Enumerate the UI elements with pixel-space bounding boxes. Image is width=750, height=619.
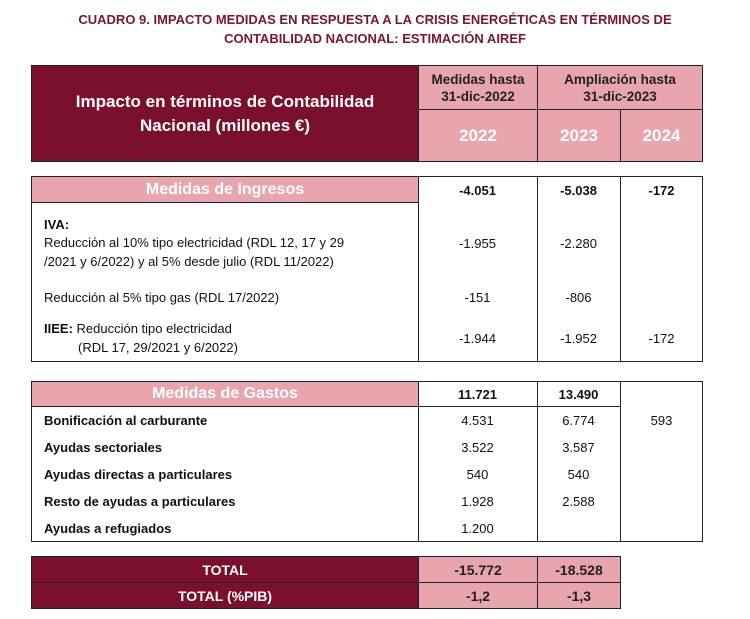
iiee-line1-text: Reducción tipo electricidad	[72, 321, 232, 336]
gastos-total-2022: 11.721	[457, 387, 498, 402]
gastos-2024-column	[620, 381, 703, 542]
table-title-line1: CUADRO 9. IMPACTO MEDIDAS EN RESPUESTA A LA CRISIS ENERGÉTICAS EN TÉRMINOS DE	[78, 12, 672, 27]
gastos-row-value-2023: 6.774	[562, 413, 595, 428]
ingresos-total-2022: -4.051	[459, 183, 496, 198]
gastos-row-value-2022: 1.928	[461, 494, 494, 509]
header-group2-line1: Ampliación hasta	[564, 71, 676, 87]
total-value-2022: -15.772	[418, 556, 538, 583]
total-label: TOTAL	[31, 556, 419, 583]
gastos-row-label: Ayudas sectoriales	[44, 440, 163, 455]
iva-value-2022: -1.955	[459, 236, 496, 251]
gastos-row-label: Ayudas directas a particulares	[44, 467, 233, 482]
gastos-row-value-2023: 540	[567, 467, 590, 482]
gastos-row-value-2023: 3.587	[562, 440, 595, 455]
iva-value-2023: -2.280	[560, 236, 597, 251]
gastos-row-label: Resto de ayudas a particulares	[44, 494, 236, 509]
iiee-value-2024: -172	[648, 331, 675, 346]
gastos-row-value-2022: 4.531	[461, 413, 494, 428]
header-group1-line1: Medidas hasta	[431, 71, 525, 87]
gastos-divider-2	[537, 381, 538, 542]
header-label-line2: Nacional (millones €)	[139, 115, 311, 135]
gas-value-2022: -151	[464, 290, 491, 305]
gastos-row-value-2022: 1.200	[461, 521, 494, 536]
header-year-2022: 2022	[418, 109, 538, 162]
ingresos-label: Medidas de Ingresos	[32, 177, 418, 203]
gastos-row-value-2023: 2.588	[562, 494, 595, 509]
iva-label: IVA:	[44, 217, 70, 232]
iiee-prefix: IIEE:	[44, 321, 73, 336]
header-group1-line2: 31-dic-2022	[441, 88, 515, 104]
gastos-row-value-2024: 593	[650, 413, 673, 428]
ingresos-total-2024: -172	[648, 183, 675, 198]
header-label-cell	[31, 65, 419, 162]
header-group-2023	[537, 65, 703, 110]
total-pib-value-2023: -1,3	[537, 582, 621, 609]
total-pib-value-2022: -1,2	[418, 582, 538, 609]
iva-line2: /2021 y 6/2022) y al 5% desde julio (RDL 11/2022)	[44, 254, 334, 269]
iiee-value-2022: -1.944	[459, 331, 496, 346]
header-group2-line2: 31-dic-2023	[583, 88, 657, 104]
gastos-row-label: Ayudas a refugiados	[44, 521, 172, 536]
iva-line1: Reducción al 10% tipo electricidad (RDL 12, 17 y 29	[44, 235, 345, 250]
gastos-row-value-2022: 540	[466, 467, 489, 482]
ingresos-total-2023: -5.038	[560, 183, 597, 198]
gastos-total-2023: 13.490	[558, 387, 599, 402]
header-year-2024: 2024	[620, 109, 703, 162]
header-year-2023: 2023	[537, 109, 621, 162]
iiee-value-2023: -1.952	[560, 331, 597, 346]
gastos-row-value-2022: 3.522	[461, 440, 494, 455]
iiee-line2: (RDL 17, 29/2021 y 6/2022)	[78, 340, 238, 355]
gastos-label: Medidas de Gastos	[32, 382, 418, 407]
table-title-line2: CONTABILIDAD NACIONAL: ESTIMACIÓN AIREF	[224, 31, 526, 46]
gastos-divider-1	[418, 381, 419, 542]
header-label-line1: Impacto en términos de Contabilidad	[75, 91, 375, 111]
gastos-totals-underline	[418, 406, 621, 407]
total-pib-label: TOTAL (%PIB)	[31, 582, 419, 609]
header-group-2022	[418, 65, 538, 110]
total-value-2023: -18.528	[537, 556, 621, 583]
gas-label: Reducción al 5% tipo gas (RDL 17/2022)	[44, 290, 280, 305]
iiee-line1	[44, 320, 232, 337]
gastos-row-label: Bonificación al carburante	[44, 413, 208, 428]
gas-value-2023: -806	[565, 290, 592, 305]
